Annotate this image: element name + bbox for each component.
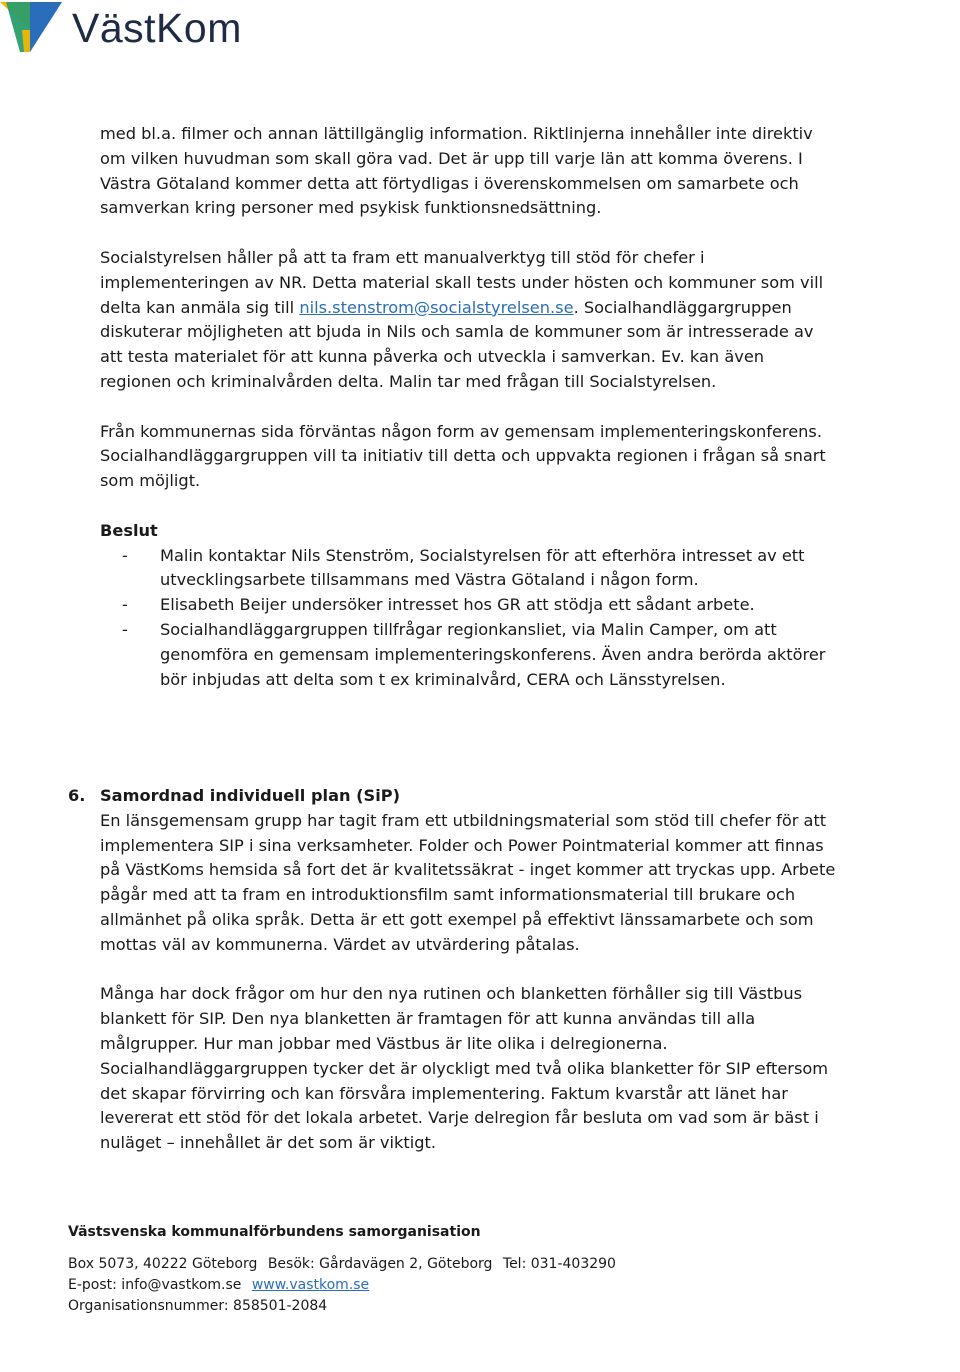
footer-address-row bbox=[68, 1254, 768, 1275]
footer-contact-row bbox=[68, 1275, 768, 1296]
list-item-text: Socialhandläggargruppen tillfrågar regionkansliet, via Malin Camper, om att genomföra en gemensam implementeringskonferens. Även andra berörda aktörer bör inbjudas att delta som t ex kriminalvård, CERA och Länsstyrelsen. bbox=[160, 619, 826, 689]
vastkom-logo bbox=[0, 0, 270, 56]
section-6 bbox=[68, 784, 840, 1156]
list-dash: - bbox=[122, 619, 128, 639]
logo-wordmark: VästKom bbox=[72, 5, 242, 51]
paragraph: Många har dock frågor om hur den nya rutinen och blanketten förhåller sig till Västbus blankett för SIP. Den nya blanketten är framtagen för att kunna användas till alla målgrupper. Hur man jobbar med Västbus är lite olika i delregionerna. Socialhandläggargruppen tycker det är olyckligt med två olika blanketter för SIP eftersom det skapar förvirring och kan försvåra implementering. Faktum kvarstår att länet har levererat ett stöd för det lokala arbetet. Varje delregion får besluta om vad som är bäst i nuläget – innehållet är det som är viktigt. bbox=[100, 984, 829, 1153]
page-footer bbox=[68, 1222, 768, 1317]
paragraph bbox=[100, 246, 840, 395]
footer-orgnr: Organisationsnummer: 858501-2084 bbox=[68, 1298, 328, 1314]
footer-org-name: Västsvenska kommunalförbundens samorganisation bbox=[68, 1224, 481, 1240]
footer-address: Box 5073, 40222 Göteborg bbox=[68, 1256, 258, 1272]
list-item-text: Malin kontaktar Nils Stenström, Socialstyrelsen för att efterhöra intresset av ett utvecklingsarbete tillsammans med Västra Götaland i någon form. bbox=[160, 545, 805, 590]
list-item bbox=[100, 593, 840, 618]
footer-phone: Tel: 031-403290 bbox=[502, 1256, 616, 1272]
beslut-heading: Beslut bbox=[100, 520, 158, 540]
footer-visit: Besök: Gårdavägen 2, Göteborg bbox=[267, 1256, 493, 1272]
paragraph: Från kommunernas sida förväntas någon form av gemensam implementeringskonferens. Socialhandläggargruppen vill ta initiativ till detta och uppvakta regionen i frågan så snart som möjligt. bbox=[100, 421, 826, 491]
section-title: Samordnad individuell plan (SiP) bbox=[100, 786, 401, 805]
footer-web-link[interactable]: www.vastkom.se bbox=[251, 1277, 370, 1293]
list-dash: - bbox=[122, 595, 128, 615]
email-link[interactable]: nils.stenstrom@socialstyrelsen.se bbox=[299, 297, 574, 317]
list-item bbox=[100, 618, 840, 692]
paragraph: med bl.a. filmer och annan lättillgänglig information. Riktlinjerna innehåller inte direktiv om vilken huvudman som skall göra vad. Det är upp till varje län att komma överens. I Västra Götaland kommer detta att förtydligas i överenskommelsen om samarbete och samverkan kring personer med psykisk funktionsnedsättning. bbox=[100, 124, 813, 218]
logo-mark-icon bbox=[0, 0, 66, 54]
section-body bbox=[100, 809, 840, 1156]
paragraph: En länsgemensam grupp har tagit fram ett utbildningsmaterial som stöd till chefer för att implementera SIP i sina verksamheter. Folder och Power Pointmaterial kommer att finnas på VästKoms hemsida så fort det är kvalitetssäkrat - inget kommer att tryckas upp. Arbete pågår med att ta fram en introduktionsfilm samt informationsmaterial till brukare och allmänhet på olika språk. Detta är ett gott exempel på effektivt länssamarbete och som mottas väl av kommunerna. Värdet av utvärdering påtalas. bbox=[100, 810, 836, 954]
footer-email: E-post: info@vastkom.se bbox=[68, 1277, 242, 1293]
list-item-text: Elisabeth Beijer undersöker intresset hos GR att stödja ett sådant arbete. bbox=[160, 595, 755, 615]
list-item bbox=[100, 544, 840, 594]
paragraph-text: . Socialhandläggargruppen diskuterar möjligheten att bjuda in Nils och samla de kommuner som är intresserade av att testa materialet för att kunna påverka och utveckla i samverkan. Ev. kan även regionen och kriminalvården delta. Malin tar med frågan till Socialstyrelsen. bbox=[100, 297, 814, 391]
paragraph-text: Socialstyrelsen håller på att ta fram ett manualverktyg till stöd för chefer i implementeringen av NR. Detta material skall tests under hösten och kommuner som vill delta kan anmäla sig till bbox=[100, 247, 824, 317]
section-number: 6. bbox=[68, 786, 86, 805]
beslut-list bbox=[100, 544, 840, 693]
section-heading bbox=[68, 784, 840, 809]
document-body bbox=[100, 122, 840, 692]
list-dash: - bbox=[122, 545, 128, 565]
